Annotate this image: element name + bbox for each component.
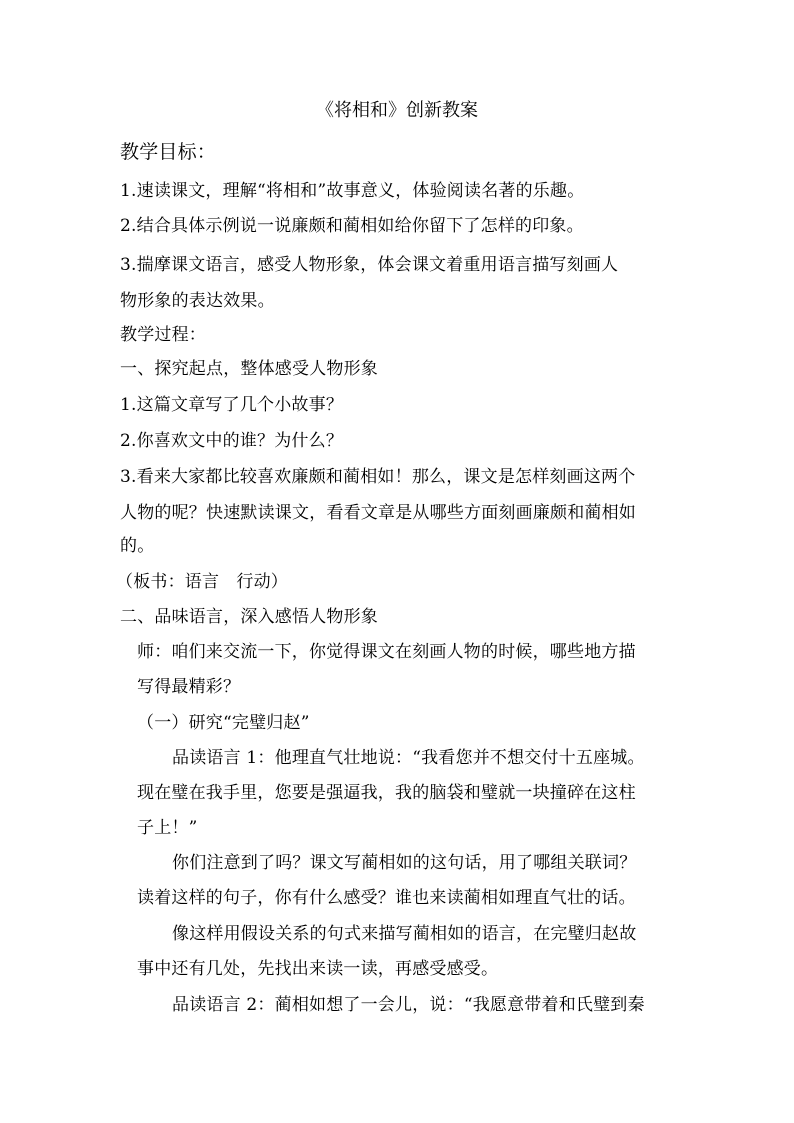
process-line-3-cont-1: 人物的呢？快速默读课文，看看文章是从哪些方面刻画廉颇和蔺相如 — [120, 503, 636, 523]
guide-line-1: 像这样用假设关系的句式来描写蔺相如的语言，在完璧归赵故 — [172, 924, 637, 944]
teacher-line: 师：咱们来交流一下，你觉得课文在刻画人物的时候，哪些地方描 — [137, 642, 636, 662]
process-line-2: 2.你喜欢文中的谁？为什么？ — [120, 431, 344, 451]
reading-item-1: 品读语言 1：他理直气壮地说：“我看您并不想交付十五座城。 — [172, 748, 645, 768]
study-heading-1: （一）研究“完璧归赵” — [137, 713, 310, 733]
reading-item-1-cont-1: 现在璧在我手里，您要是强逼我，我的脑袋和璧就一块撞碎在这柱 — [137, 783, 636, 803]
subsection-heading-2: 二、品味语言，深入感悟人物形象 — [120, 607, 378, 627]
subsection-heading-1: 一、探究起点，整体感受人物形象 — [120, 359, 378, 379]
guide-line-2: 事中还有几处，先找出来读一读，再感受感受。 — [137, 959, 499, 979]
objective-line-3: 3.揣摩课文语言，感受人物形象，体会课文着重用语言描写刻画人 — [120, 255, 619, 275]
section-heading-objectives: 教学目标： — [120, 141, 217, 163]
board-note: （板书：语言 行动） — [116, 572, 288, 592]
process-line-3-cont-2: 的。 — [120, 536, 155, 556]
section-heading-process: 教学过程： — [120, 325, 206, 345]
process-line-3: 3.看来大家都比较喜欢廉颇和蔺相如！那么，课文是怎样刻画这两个 — [120, 467, 636, 487]
objective-line-1: 1.速读课文，理解“将相和”故事意义，体验阅读名著的乐趣。 — [120, 181, 585, 201]
objective-line-3-cont: 物形象的表达效果。 — [120, 291, 275, 311]
reading-item-2: 品读语言 2：蔺相如想了一会儿，说：“我愿意带着和氏璧到秦 — [172, 995, 645, 1015]
teacher-line-cont: 写得最精彩？ — [137, 677, 241, 697]
objective-line-2: 2.结合具体示例说一说廉颇和蔺相如给你留下了怎样的印象。 — [120, 216, 584, 236]
reading-item-1-cont-2: 子上！” — [137, 818, 198, 838]
process-line-1: 1.这篇文章写了几个小故事？ — [120, 395, 344, 415]
question-line-2: 读着这样的句子，你有什么感受？谁也来读蔺相如理直气壮的话。 — [137, 888, 636, 908]
document-title: 《将相和》创新教案 — [316, 100, 478, 121]
question-line-1: 你们注意到了吗？课文写蔺相如的这句话，用了哪组关联词？ — [172, 853, 637, 873]
